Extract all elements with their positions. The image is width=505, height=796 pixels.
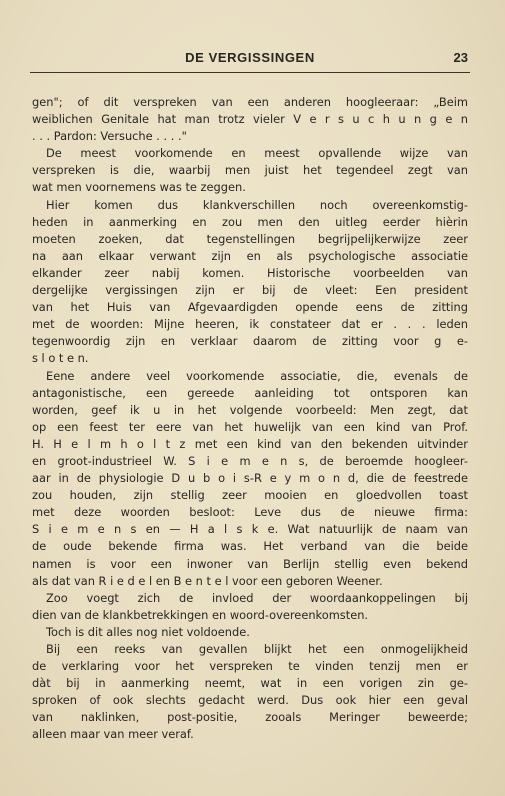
text-line: Toch is dit alles nog niet voldoende. [46,624,250,639]
text-line: gen"; of dit verspreken van een anderen hoogleeraar: „Beim [32,95,468,109]
text-line: elkander zeer nabij komen. Historische voorbeelden van [32,265,468,280]
text-line: van het Huis van Afgevaardigden opende eens de zitting [32,300,468,315]
text-line: van naklinken, post-positie, zooals Meringer beweerde; [32,710,468,725]
header-rule [30,72,470,73]
text-line: dergelijke vergissingen zijn er bij de vleet: Een president [32,283,468,298]
text-line: zou houden, zijn stellig zeer mooien en gloedvollen toast [32,488,468,503]
text-line: namen is voor een inwoner van Berlijn stellig even bekend [32,556,468,571]
text-line: alleen maar van meer veraf. [32,727,194,742]
text-line: De meest voorkomende en meest opvallende wijze van [46,146,468,161]
text-line: tegenwoordig zijn en verklaar daarom de zitting voor g e- [32,334,468,349]
text-line: de oude bekende firma was. Het verband van die beide [32,539,468,554]
running-title: DE VERGISSINGEN [185,50,315,65]
text-line: H. H e l m h o l t z met een kind van den bekenden uitvinder [32,436,468,451]
text-line: worden, geef ik u in het volgende voorbeeld: Men zegt, dat [32,402,468,417]
text-line: aar in de physiologie D u b o i s-R e y m o n d, die de feestrede [32,471,468,486]
text-line: antagonistische, een gereede aanleiding tot ontsporen kan [32,385,468,400]
text-line: Zoo voegt zich de invloed der woordaankoppelingen bij [46,590,468,605]
text-line: na aan elkaar verwant zijn en als psychologische associatie [32,248,468,263]
text-line: sproken of ook slechts gedacht werd. Dus ook hier een geval [32,693,468,708]
text-line: . . . Pardon: Versuche . . . ." [32,129,187,144]
text-line: weiblichen Genitale hat man trotz vieler V e r s u c h u n g e n [32,112,468,127]
text-line: verspreken is die, waarbij men juist het tegendeel zegt van [32,163,468,178]
text-line: met deze woorden besloot: Leve dus de nieuwe firma: [32,505,468,520]
running-head [30,48,470,68]
text-line: moeten zoeken, dat tegenstellingen begrijpelijkerwijze zeer [32,231,468,246]
body-text [32,94,468,744]
text-line: met de woorden: Mijne heeren, ik constateer dat er . . . leden [32,317,468,332]
text-line: en groot-industrieel W. S i e m e n s, de beroemde hoogleer- [32,453,468,468]
text-line: als dat van R i e d e l en B e n t e l voor een geboren Weener. [32,573,383,588]
text-line: Hier komen dus klankverschillen noch overeenkomstig- [46,197,468,212]
page-number: 23 [453,50,468,65]
text-line: wat men voornemens was te zeggen. [32,180,246,195]
text-line: dien van de klankbetrekkingen en woord-overeenkomsten. [32,607,369,622]
text-line: op een feest ter eere van het huwelijk van een kind van Prof. [32,419,468,434]
text-line: S i e m e n s en — H a l s k e. Wat natuurlijk de naam van [32,522,468,537]
text-line: s l o t e n. [32,351,89,366]
text-line: de verklaring voor het verspreken te vinden tenzij men er [32,659,468,674]
text-line: dàt bij in aanmerking neemt, wat in een vorigen zin ge- [32,676,468,691]
text-line: Eene andere veel voorkomende associatie, die, evenals de [46,368,468,383]
text-line: Bij een reeks van gevallen blijkt het een onmogelijkheid [46,642,468,656]
text-line: heden in aanmerking en zou men den uitleg eerder hièrin [32,214,468,229]
